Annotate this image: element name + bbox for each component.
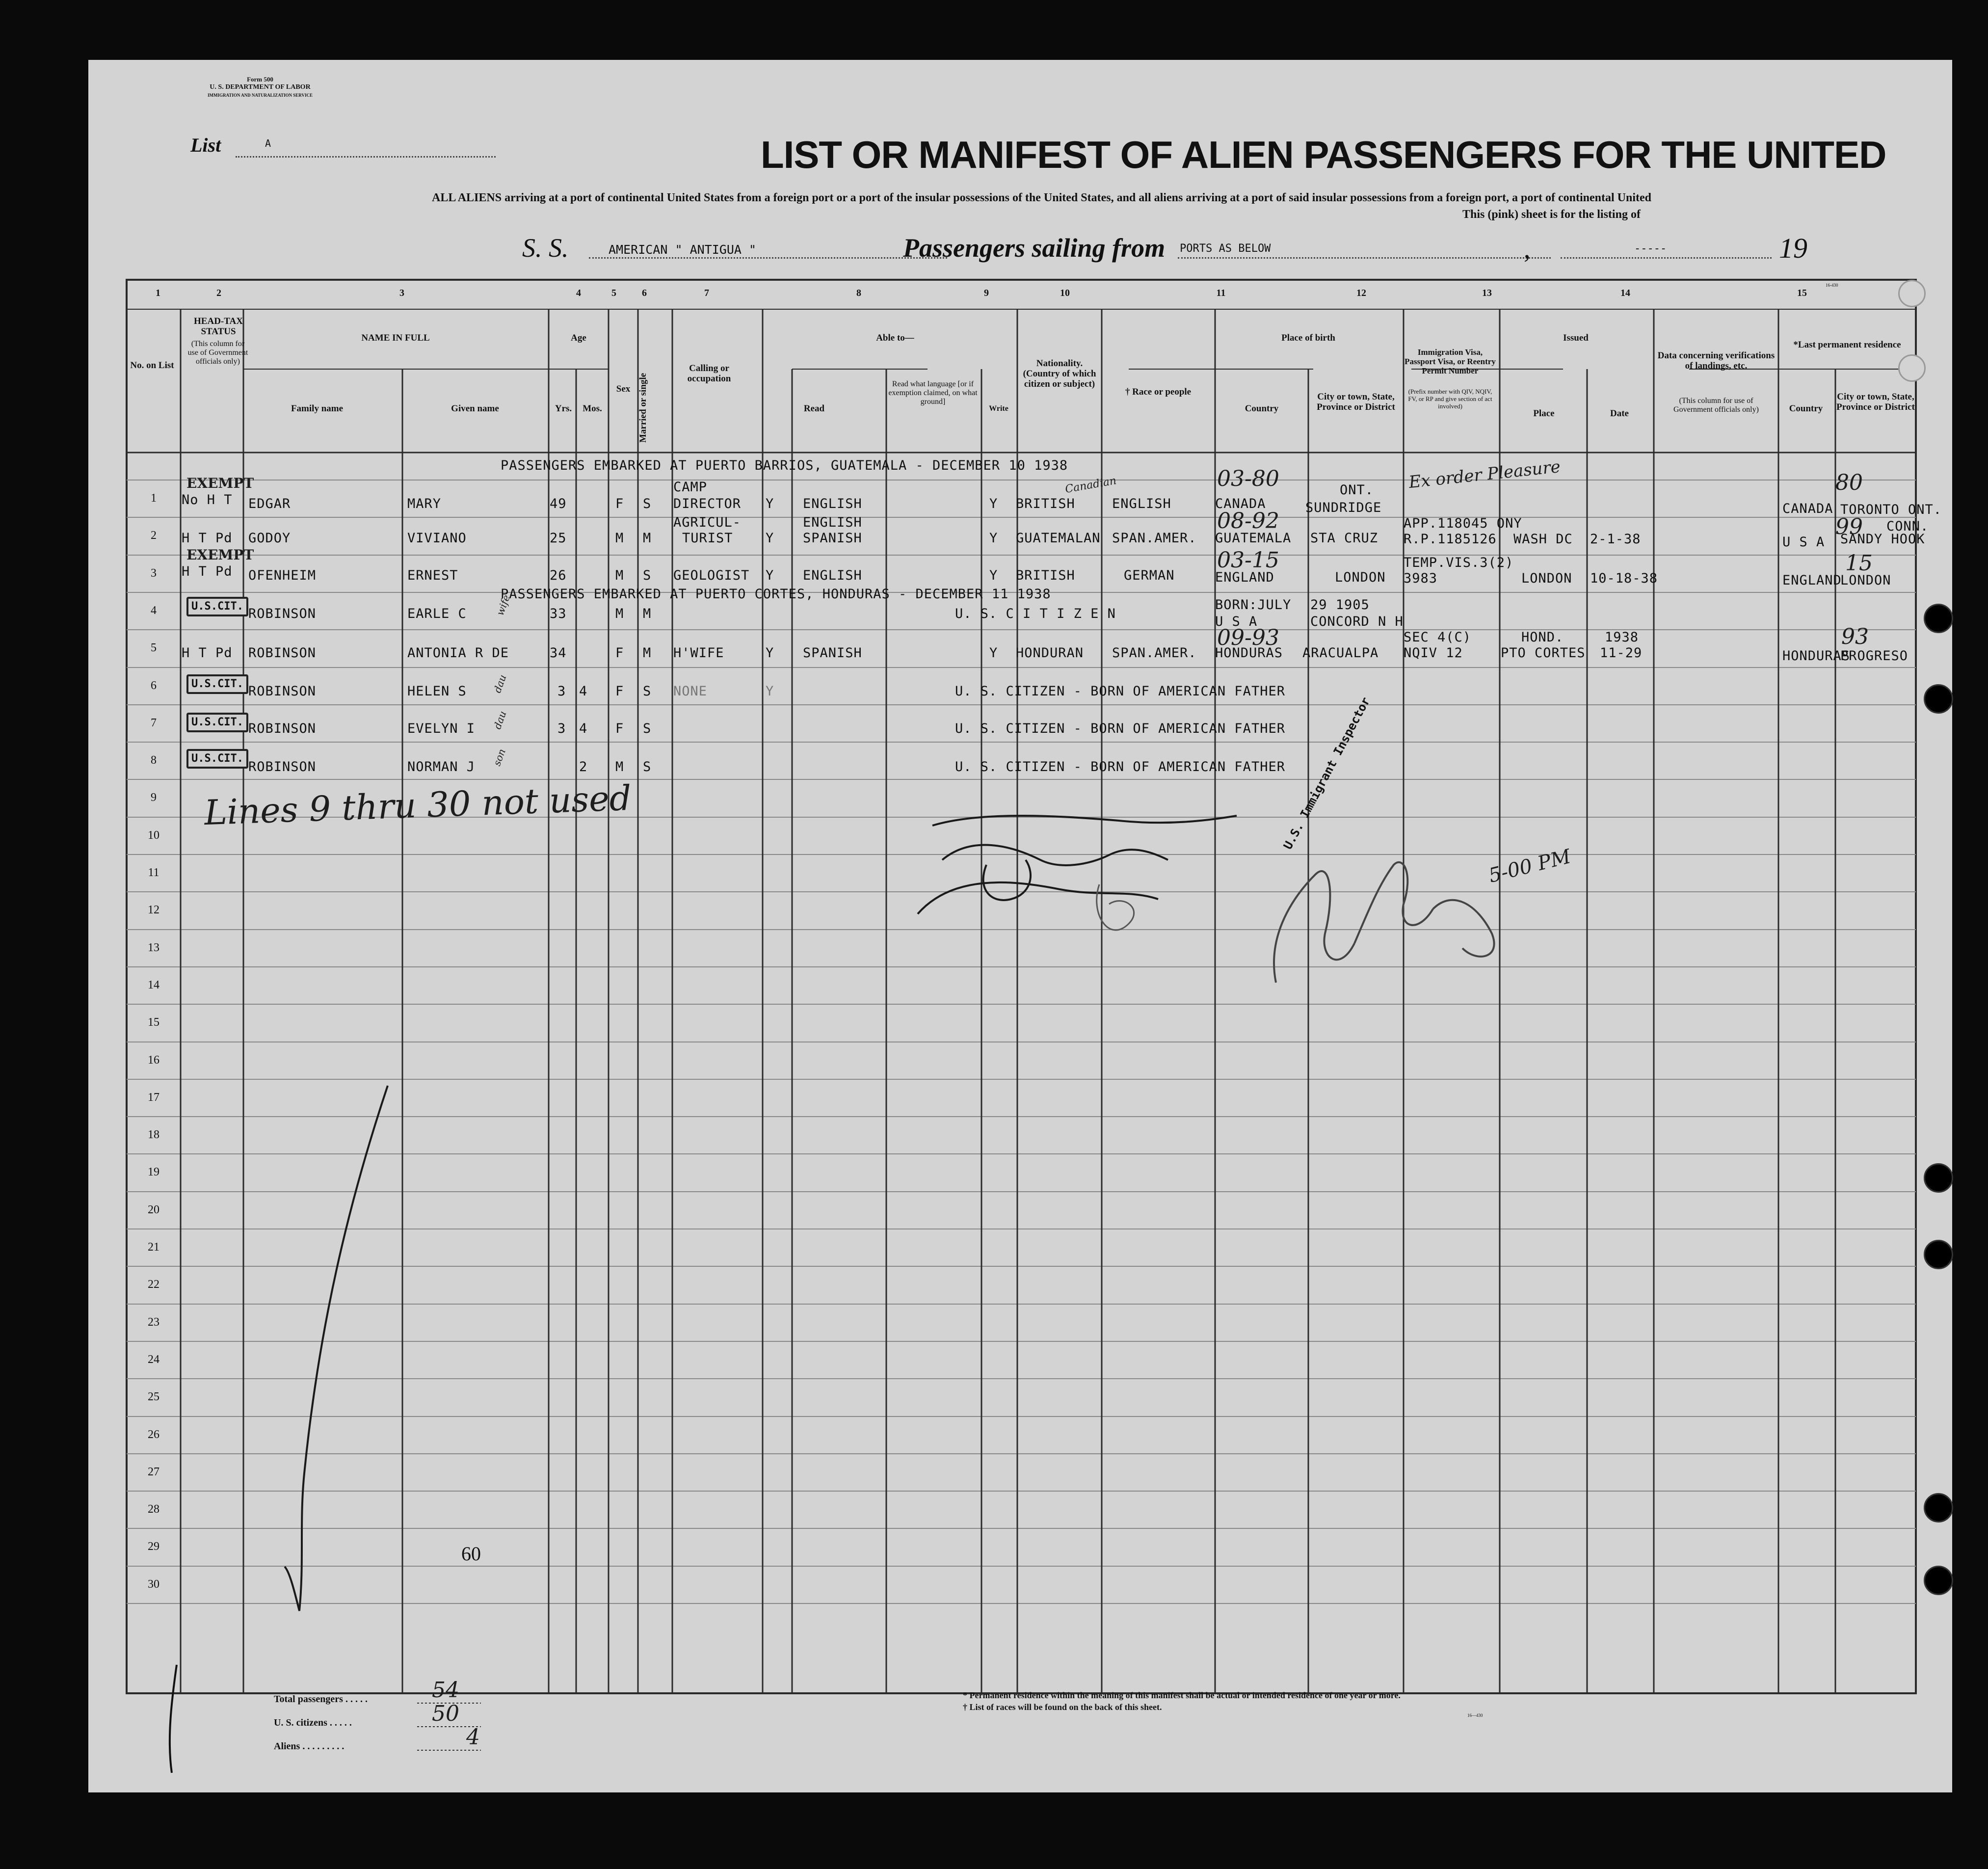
handwritten-nationality-note: Canadian xyxy=(1064,475,1117,496)
race: SPAN.AMER. xyxy=(1112,645,1197,661)
form-number: Form 500 xyxy=(247,76,273,83)
marital-status: S xyxy=(643,568,652,583)
line-number: 22 xyxy=(148,1278,159,1291)
age-months: 4 xyxy=(579,721,588,736)
line-number: 16 xyxy=(148,1054,159,1067)
header-landing-note: (This column for use of Government officials only) xyxy=(1673,397,1759,414)
col-num-14: 14 xyxy=(1620,288,1630,298)
head-tax-status: H T Pd xyxy=(182,531,233,546)
birth-city: SUNDRIDGE xyxy=(1305,500,1382,515)
occupation: DIRECTOR xyxy=(673,496,742,511)
binder-ring xyxy=(1898,280,1926,307)
visa-number: R.P.1185126 xyxy=(1404,532,1497,547)
header-last-residence: *Last permanent residence xyxy=(1793,340,1901,350)
birth-date-line2: 29 1905 xyxy=(1310,597,1370,613)
birth-country: ENGLAND xyxy=(1215,570,1274,585)
residence-city: SANDY HOOK xyxy=(1840,532,1925,547)
header-res-country: Country xyxy=(1789,403,1823,414)
marital-status: S xyxy=(643,496,652,511)
header-birth-city: City or town, State, Province or District xyxy=(1317,392,1395,412)
line-number: 30 xyxy=(148,1578,159,1591)
handwritten-code: 03-80 xyxy=(1217,466,1279,491)
handwritten-relation: son xyxy=(491,747,508,768)
line-number: 12 xyxy=(148,904,159,916)
occupation: TURIST xyxy=(682,531,733,546)
header-landing-data: Data concerning verifications of landings, etc. xyxy=(1657,350,1775,371)
sex: M xyxy=(615,531,624,546)
footnote-races: † List of races will be found on the back of this sheet. xyxy=(963,1702,1162,1712)
given-name: VIVIANO xyxy=(407,531,467,546)
birth-country: CANADA xyxy=(1215,496,1266,511)
citizen-note: U. S. C I T I Z E N xyxy=(955,606,1116,621)
read-language-line1: ENGLISH xyxy=(803,515,862,530)
totals-underlines xyxy=(417,1699,486,1773)
given-name: HELEN S xyxy=(407,684,467,699)
list-label: List xyxy=(190,134,221,156)
header-yrs: Yrs. xyxy=(555,403,572,414)
occupation: H'WIFE xyxy=(673,645,724,661)
form-code-top: 16-430 xyxy=(1826,283,1838,288)
sex: M xyxy=(615,606,624,621)
given-name: ANTONIA R DE xyxy=(407,645,509,661)
nationality: GUATEMALAN xyxy=(1016,531,1101,546)
header-issued: Issued xyxy=(1563,333,1589,343)
can-write: Y xyxy=(989,531,998,546)
col-num-9: 9 xyxy=(984,288,989,298)
handwritten-residence-code: 15 xyxy=(1845,551,1873,576)
punch-hole xyxy=(1924,1493,1953,1522)
line-number: 19 xyxy=(148,1166,159,1178)
marital-status: S xyxy=(643,684,652,699)
given-name: MARY xyxy=(407,496,442,511)
col-num-12: 12 xyxy=(1356,288,1366,298)
family-name: ROBINSON xyxy=(248,606,317,621)
punch-hole xyxy=(1924,684,1953,714)
col-num-2: 2 xyxy=(216,288,221,298)
visa-number: 3983 xyxy=(1404,571,1438,586)
manifest-subtitle: ALL ALIENS arriving at a port of continental United States from a foreign port or a port of the insular possessions of the United States, and all aliens arriving at a port of said insular possessions from a foreign port, a port of continental United xyxy=(432,191,1651,204)
birth-date-line1: BORN:JULY xyxy=(1215,597,1292,613)
line-number: 5 xyxy=(151,641,157,654)
footnote-residence: * Permanent residence within the meaning of this manifest shall be actual or intended residence of one year or more. xyxy=(963,1690,1401,1700)
service-name: IMMIGRATION AND NATURALIZATION SERVICE xyxy=(208,93,313,98)
race: SPAN.AMER. xyxy=(1112,531,1197,546)
header-place-of-birth: Place of birth xyxy=(1281,333,1335,343)
residence-city: LONDON xyxy=(1840,573,1891,588)
header-calling: Calling or occupation xyxy=(687,363,731,384)
age-years: 3 xyxy=(557,684,566,699)
header-given-name: Given name xyxy=(451,403,499,414)
family-name: ROBINSON xyxy=(248,684,317,699)
us-citizens-value: 50 xyxy=(432,1701,459,1726)
age-years: 3 xyxy=(557,721,566,736)
header-read-language: Read what language [or if exemption claimed, on what ground] xyxy=(888,380,978,406)
handwritten-visa-note: Ex order Pleasure xyxy=(1407,456,1562,493)
birth-city: LONDON xyxy=(1335,570,1386,585)
line-number: 18 xyxy=(148,1128,159,1141)
marital-status: M xyxy=(643,645,652,661)
sex: M xyxy=(615,759,624,774)
section-header: PASSENGERS EMBARKED AT PUERTO BARRIOS, GUATEMALA - DECEMBER 10 1938 xyxy=(501,458,1068,473)
handwritten-residence-code: 99 xyxy=(1835,514,1863,539)
marital-status: M xyxy=(643,531,652,546)
age-years: 49 xyxy=(550,496,567,511)
line-number: 25 xyxy=(148,1390,159,1403)
department-name: U. S. DEPARTMENT OF LABOR xyxy=(210,83,311,91)
margin-pencil-line xyxy=(162,1660,182,1778)
totals-block: Total passengers . . . . . U. S. citizens . . . . . Aliens . . . . . . . . . xyxy=(274,1694,368,1752)
occupation-line1: CAMP xyxy=(673,480,708,495)
age-years: 34 xyxy=(550,645,567,661)
sex: F xyxy=(615,721,624,736)
col-num-15: 15 xyxy=(1797,288,1807,298)
col-num-13: 13 xyxy=(1482,288,1492,298)
header-married: Married or single xyxy=(638,373,648,443)
handwritten-residence-code: 80 xyxy=(1835,470,1863,495)
us-citizen-stamp: U.S.CIT. xyxy=(186,713,248,732)
occupation-line1: AGRICUL- xyxy=(673,515,742,530)
punch-hole xyxy=(1924,1240,1953,1269)
line-number: 11 xyxy=(148,866,159,879)
head-tax-exempt: EXEMPT xyxy=(186,475,254,491)
line-number: 24 xyxy=(148,1353,159,1366)
handwritten-check-mark xyxy=(275,1081,393,1621)
issued-date-line1: 1938 xyxy=(1605,630,1639,645)
residence-country: U S A xyxy=(1782,534,1825,550)
line-number: 4 xyxy=(151,604,157,617)
handwritten-code: 08-92 xyxy=(1217,508,1279,534)
head-tax-exempt: EXEMPT xyxy=(186,547,254,563)
us-citizen-stamp: U.S.CIT. xyxy=(186,749,248,769)
ship-label: S. S. xyxy=(522,233,569,263)
race: GERMAN xyxy=(1124,568,1175,583)
can-write: Y xyxy=(989,645,998,661)
given-name: ERNEST xyxy=(407,568,458,583)
read-language: SPANISH xyxy=(803,531,862,546)
header-issued-place: Place xyxy=(1533,408,1555,419)
header-birth-country: Country xyxy=(1245,403,1279,414)
us-citizens-label: U. S. citizens xyxy=(274,1717,327,1728)
race: ENGLISH xyxy=(1112,496,1171,511)
us-citizen-stamp: U.S.CIT. xyxy=(186,674,248,694)
visa-number-line1: APP.118045 ONY xyxy=(1404,516,1522,531)
head-tax-status: H T Pd xyxy=(182,645,233,661)
residence-country: HONDURAS xyxy=(1782,648,1851,664)
header-mos: Mos. xyxy=(583,403,602,414)
family-name: ROBINSON xyxy=(248,645,317,661)
handwritten-code: 03-15 xyxy=(1217,548,1279,573)
issued-date: 11-29 xyxy=(1600,645,1643,661)
visa-number-line1: SEC 4(C) xyxy=(1404,630,1472,645)
list-value: A xyxy=(265,137,271,149)
given-name: NORMAN J xyxy=(407,759,476,774)
sex: F xyxy=(615,645,624,661)
nationality: HONDURAN xyxy=(1016,645,1084,661)
age-years: 33 xyxy=(550,606,567,621)
col-num-6: 6 xyxy=(642,288,647,298)
line-number: 29 xyxy=(148,1540,159,1553)
visa-number: NQIV 12 xyxy=(1404,645,1463,661)
handwritten-residence-code: 93 xyxy=(1841,624,1869,649)
can-write: Y xyxy=(989,568,998,583)
punch-hole xyxy=(1924,604,1953,633)
line-number: 23 xyxy=(148,1316,159,1329)
line-number: 13 xyxy=(148,941,159,954)
manifest-subtitle-note: This (pink) sheet is for the listing of xyxy=(1462,208,1641,221)
sailing-from-value: PORTS AS BELOW xyxy=(1180,242,1271,255)
header-no-on-list: No. on List xyxy=(130,360,174,371)
total-passengers-label: Total passengers xyxy=(274,1694,343,1705)
line-number: 14 xyxy=(148,979,159,991)
can-read: Y xyxy=(766,531,774,546)
col-num-1: 1 xyxy=(156,288,160,298)
age-months: 4 xyxy=(579,684,588,699)
citizen-note: U. S. CITIZEN - BORN OF AMERICAN FATHER xyxy=(955,759,1285,774)
inspector-stamp: U.S. Immigrant Inspector xyxy=(1281,694,1373,852)
header-write: Write xyxy=(989,404,1008,413)
family-name: OFENHEIM xyxy=(248,568,317,583)
occupation: GEOLOGIST xyxy=(673,568,750,583)
header-sex: Sex xyxy=(616,384,631,394)
sailing-comma: , xyxy=(1524,234,1531,264)
marital-status: S xyxy=(643,759,652,774)
header-family-name: Family name xyxy=(291,403,344,414)
manifest-title: LIST OR MANIFEST OF ALIEN PASSENGERS FOR THE UNITED xyxy=(761,133,1886,176)
family-name: ROBINSON xyxy=(248,721,317,736)
line-number: 10 xyxy=(148,829,159,842)
head-tax-status: No H T xyxy=(182,492,233,507)
handwritten-lines-not-used: Lines 9 thru 30 not used xyxy=(203,777,632,833)
col-num-3: 3 xyxy=(399,288,404,298)
footnotes xyxy=(963,1689,1401,1713)
issued-date: 10-18-38 xyxy=(1590,571,1658,586)
line-number: 17 xyxy=(148,1091,159,1104)
header-head-tax: HEAD-TAX STATUS xyxy=(194,316,243,337)
manifest-sheet xyxy=(88,60,1952,1792)
can-read: Y xyxy=(766,645,774,661)
header-issued-date: Date xyxy=(1610,408,1629,419)
issued-place: PTO CORTES xyxy=(1501,645,1586,661)
visa-number-line1: TEMP.VIS.3(2) xyxy=(1404,555,1514,570)
aliens-value: 4 xyxy=(466,1725,480,1750)
birth-city: STA CRUZ xyxy=(1310,531,1378,546)
line-number: 8 xyxy=(151,754,157,767)
can-write: Y xyxy=(989,496,998,511)
header-read: Read xyxy=(803,403,825,414)
handwritten-relation: dau xyxy=(491,709,509,731)
given-name: EVELYN I xyxy=(407,721,476,736)
birth-city: CONCORD N H xyxy=(1310,614,1404,629)
can-read: Y xyxy=(766,496,774,511)
section-header: PASSENGERS EMBARKED AT PUERTO CORTES, HONDURAS - DECEMBER 11 1938 xyxy=(501,587,1051,602)
col-num-5: 5 xyxy=(611,288,616,298)
residence-country: CANADA xyxy=(1782,501,1833,516)
col-num-10: 10 xyxy=(1060,288,1070,298)
birth-city: ARACUALPA xyxy=(1302,645,1379,661)
header-head-tax-note: (This column for use of Government officials only) xyxy=(187,340,248,366)
handwritten-signature-scrawl xyxy=(913,806,1256,983)
us-citizen-stamp: U.S.CIT. xyxy=(186,597,248,616)
nationality: BRITISH xyxy=(1016,568,1075,583)
line-number: 1 xyxy=(151,492,157,505)
sailing-date-value: ----- xyxy=(1634,242,1667,255)
marital-status: S xyxy=(643,721,652,736)
total-passengers-value: 54 xyxy=(432,1678,459,1703)
issued-place-line1: HOND. xyxy=(1521,630,1564,645)
line-number: 21 xyxy=(148,1241,159,1254)
issued-place: WASH DC xyxy=(1513,532,1573,547)
sex: F xyxy=(615,496,624,511)
birth-country: GUATEMALA xyxy=(1215,531,1292,546)
header-able-to: Able to— xyxy=(876,333,914,343)
ship-name: AMERICAN " ANTIGUA " xyxy=(609,242,757,257)
residence-city-line1: CONN. xyxy=(1886,519,1929,534)
residence-country: ENGLAND xyxy=(1782,573,1842,588)
age-years: 25 xyxy=(550,531,567,546)
handwritten-relation: wife xyxy=(494,593,512,617)
line-number: 2 xyxy=(151,529,157,542)
header-name-in-full: NAME IN FULL xyxy=(361,333,430,343)
line-number: 7 xyxy=(151,717,157,729)
header-age: Age xyxy=(571,333,586,343)
inspector-signature xyxy=(1256,835,1511,1002)
line-number: 6 xyxy=(151,679,157,692)
read-language: ENGLISH xyxy=(803,568,862,583)
handwritten-relation: dau xyxy=(491,673,509,694)
line-number: 26 xyxy=(148,1428,159,1441)
family-name: GODOY xyxy=(248,531,291,546)
sex: F xyxy=(615,684,624,699)
marital-status: M xyxy=(643,606,652,621)
sailing-label: Passengers sailing from xyxy=(903,233,1166,263)
occupation: NONE xyxy=(673,684,708,699)
residence-city: PROGRESO xyxy=(1840,648,1908,664)
line-number: 3 xyxy=(151,567,157,580)
residence-city: TORONTO ONT. xyxy=(1840,502,1942,517)
age-months: 2 xyxy=(579,759,588,774)
year-prefix: 19 xyxy=(1779,232,1807,264)
citizen-note: U. S. CITIZEN - BORN OF AMERICAN FATHER xyxy=(955,684,1285,699)
col-num-7: 7 xyxy=(704,288,709,298)
line-number: 27 xyxy=(148,1466,159,1478)
family-name: EDGAR xyxy=(248,496,291,511)
can-read: Y xyxy=(766,684,774,699)
line-number: 9 xyxy=(151,791,157,804)
aliens-label: Aliens xyxy=(274,1741,300,1752)
birth-country: U S A xyxy=(1215,614,1258,629)
read-language: ENGLISH xyxy=(803,496,862,511)
handwritten-count: 60 xyxy=(461,1543,481,1565)
sex: M xyxy=(615,568,624,583)
col-num-4: 4 xyxy=(576,288,581,298)
line-number: 28 xyxy=(148,1503,159,1516)
header-race: † Race or people xyxy=(1125,387,1192,397)
line-number: 20 xyxy=(148,1203,159,1216)
birth-country: HONDURAS xyxy=(1215,645,1283,661)
citizen-note: U. S. CITIZEN - BORN OF AMERICAN FATHER xyxy=(955,721,1285,736)
form-code-bottom: 16—430 xyxy=(1467,1713,1483,1718)
punch-hole xyxy=(1924,1163,1953,1193)
head-tax-status: H T Pd xyxy=(182,564,233,579)
header-res-city: City or town, State, Province or District xyxy=(1836,392,1915,412)
header-visa: Immigration Visa, Passport Visa, or Reentry Permit Number xyxy=(1405,347,1496,375)
line-number: 15 xyxy=(148,1016,159,1029)
can-read: Y xyxy=(766,568,774,583)
nationality: BRITISH xyxy=(1016,496,1075,511)
handwritten-code: 09-93 xyxy=(1217,625,1279,650)
family-name: ROBINSON xyxy=(248,759,317,774)
header-visa-note: (Prefix number with QIV, NQIV, FV, or RP and give section of act involved) xyxy=(1408,388,1492,410)
birth-city-line1: ONT. xyxy=(1340,482,1374,498)
issued-date: 2-1-38 xyxy=(1590,532,1641,547)
inspector-time: 5-00 PM xyxy=(1486,845,1573,887)
binder-ring xyxy=(1898,354,1926,382)
col-num-11: 11 xyxy=(1216,288,1226,298)
read-language: SPANISH xyxy=(803,645,862,661)
issued-place: LONDON xyxy=(1521,571,1572,586)
age-years: 26 xyxy=(550,568,567,583)
col-num-8: 8 xyxy=(856,288,861,298)
given-name: EARLE C xyxy=(407,606,467,621)
punch-hole xyxy=(1924,1566,1953,1595)
header-nationality: Nationality. (Country of which citizen or subject) xyxy=(1023,358,1096,389)
